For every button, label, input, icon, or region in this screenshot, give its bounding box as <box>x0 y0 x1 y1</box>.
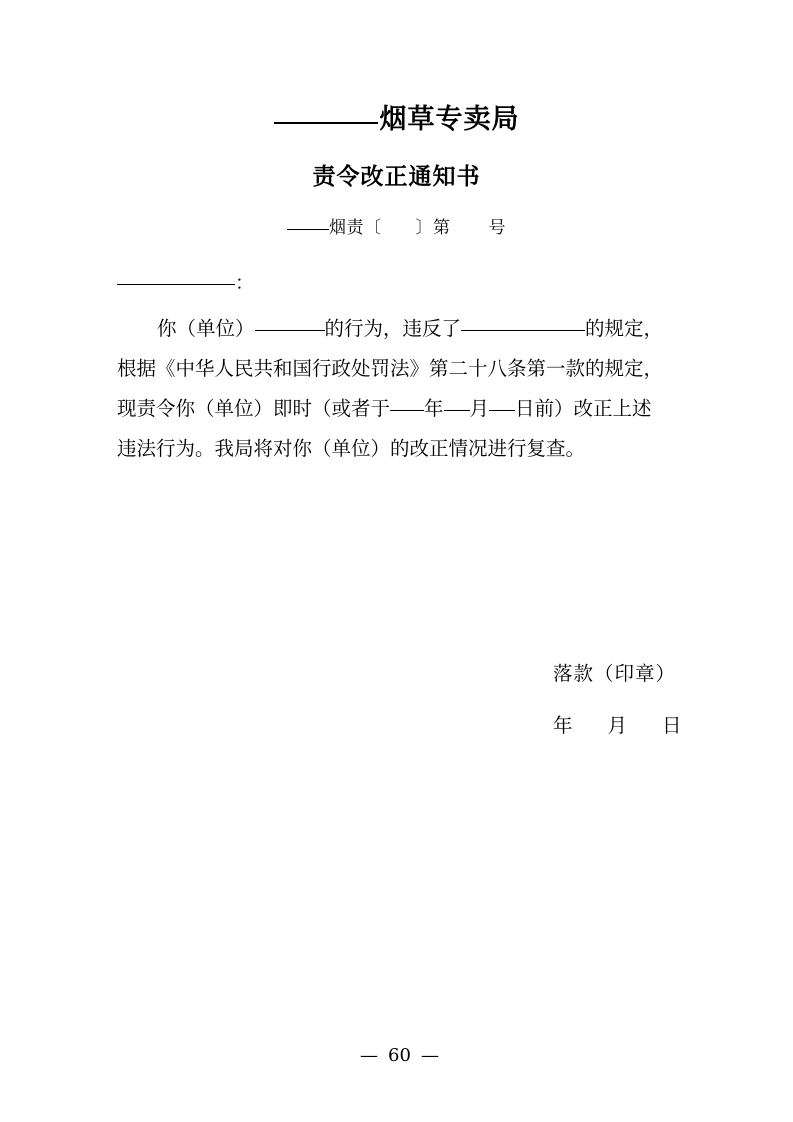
body-line-1-part-1: 你（单位） <box>157 317 255 341</box>
doc-number-unit-label: 号 <box>488 218 506 239</box>
title-blank-underline <box>274 122 378 124</box>
body-line-3-part-4: 日前）改正上述 <box>515 397 652 421</box>
recipient-line <box>117 268 793 295</box>
signature-seal-label: 落款（印章） <box>553 662 677 685</box>
doc-number-order-label: 第 <box>433 218 451 239</box>
violation-blank-2 <box>461 330 585 331</box>
body-line-1 <box>117 309 688 349</box>
deadline-day-blank <box>489 410 515 411</box>
recipient-blank-underline <box>117 284 235 285</box>
body-line-4: 违法行为。我局将对你（单位）的改正情况进行复查。 <box>117 437 586 461</box>
page-footer <box>0 1045 793 1066</box>
body-line-2: 根据《中华人民共和国行政处罚法》第二十八条第一款的规定， <box>117 357 664 381</box>
body-line-1-part-2: 的行为，违反了 <box>324 317 462 341</box>
doc-number-label: 烟责 <box>329 218 364 239</box>
signature-month-label: 月 <box>607 714 629 737</box>
footer-right-dash: — <box>420 1045 439 1066</box>
deadline-month-blank <box>444 410 470 411</box>
signature-block <box>0 658 793 738</box>
doc-number-prefix-blank <box>287 229 329 230</box>
signature-day-label: 日 <box>662 714 683 737</box>
deadline-year-blank <box>390 410 424 411</box>
violation-blank-1 <box>255 330 325 331</box>
document-subtitle: 责令改正通知书 <box>312 164 481 191</box>
signature-year-label: 年 <box>553 714 574 737</box>
doc-number-bracket-open: 〔 <box>364 218 382 239</box>
body-line-3-part-3: 月 <box>469 397 490 421</box>
doc-number-bracket-close: 〕 <box>415 218 433 239</box>
body-line-3-part-1: 现责令你（单位）即时（或者于 <box>117 397 391 421</box>
body-line-1-part-3: 的规定， <box>585 317 664 341</box>
signature-date-line <box>553 710 793 738</box>
footer-left-dash: — <box>360 1045 379 1066</box>
page-title <box>0 104 793 136</box>
document-number-line <box>0 213 793 238</box>
title-main-text: 烟草专卖局 <box>379 104 520 135</box>
body-line-3 <box>117 389 688 429</box>
document-body <box>117 309 688 469</box>
footer-page-number: 60 <box>388 1045 411 1066</box>
body-line-3-part-2: 年 <box>424 397 444 421</box>
recipient-colon: ： <box>235 272 255 295</box>
